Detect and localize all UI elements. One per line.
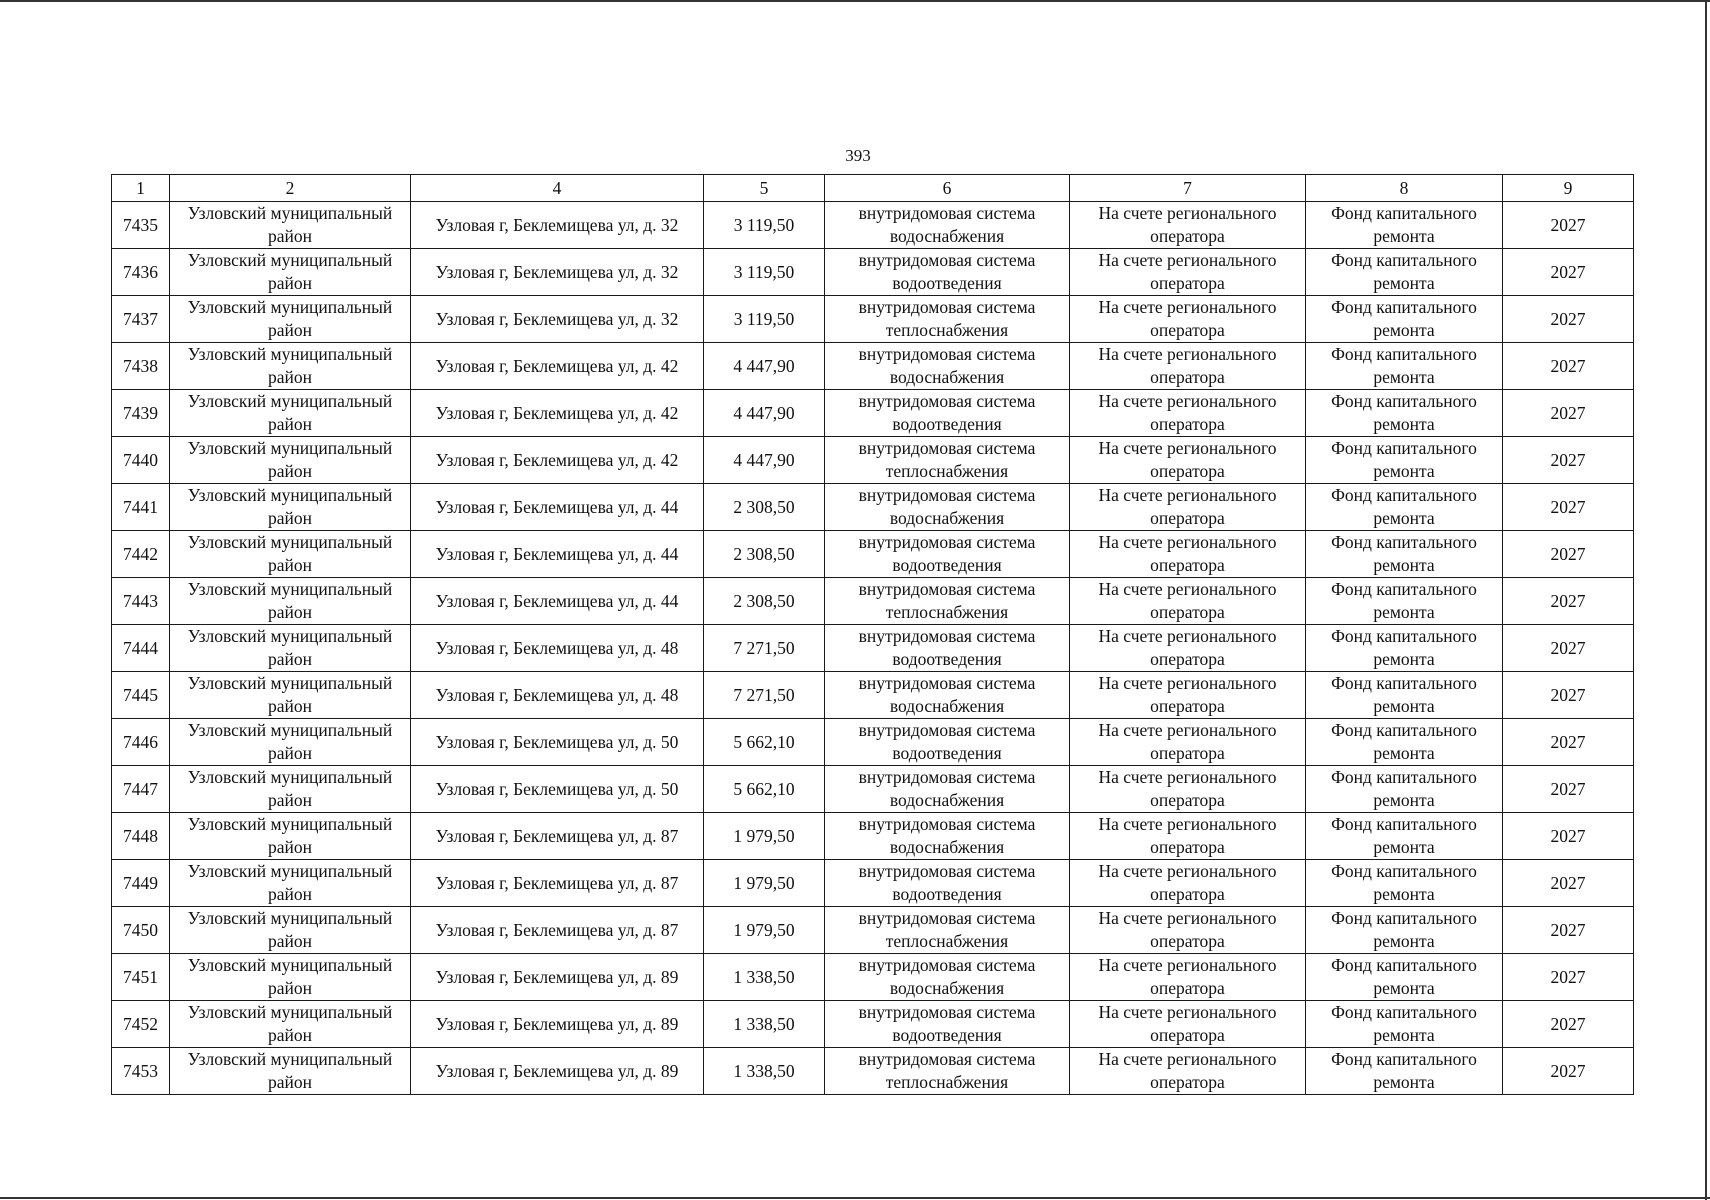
- system-cell: внутридомовая система водоотведения: [825, 531, 1070, 578]
- area-cell: 7 271,50: [704, 625, 825, 672]
- row-number: 7438: [112, 343, 170, 390]
- system-cell: внутридомовая система водоотведения: [825, 625, 1070, 672]
- address-cell: Узловая г, Беклемищева ул, д. 89: [411, 954, 704, 1001]
- area-cell: 3 119,50: [704, 296, 825, 343]
- column-header: 7: [1070, 175, 1306, 202]
- row-number: 7449: [112, 860, 170, 907]
- funding-source-cell: Фонд капитального ремонта: [1306, 484, 1503, 531]
- funding-source-cell: Фонд капитального ремонта: [1306, 766, 1503, 813]
- table-row: [112, 249, 1634, 296]
- year-cell: 2027: [1503, 766, 1634, 813]
- account-cell: На счете регионального оператора: [1070, 954, 1306, 1001]
- year-cell: 2027: [1503, 343, 1634, 390]
- funding-source-cell: Фонд капитального ремонта: [1306, 672, 1503, 719]
- area-cell: 1 338,50: [704, 1001, 825, 1048]
- table-row: [112, 1001, 1634, 1048]
- system-cell: внутридомовая система водоотведения: [825, 719, 1070, 766]
- address-cell: Узловая г, Беклемищева ул, д. 50: [411, 766, 704, 813]
- funding-source-cell: Фонд капитального ремонта: [1306, 1001, 1503, 1048]
- district-cell: Узловский муниципальный район: [170, 202, 411, 249]
- account-cell: На счете регионального оператора: [1070, 249, 1306, 296]
- year-cell: 2027: [1503, 860, 1634, 907]
- table-row: [112, 954, 1634, 1001]
- district-cell: Узловский муниципальный район: [170, 531, 411, 578]
- district-cell: Узловский муниципальный район: [170, 1048, 411, 1095]
- address-cell: Узловая г, Беклемищева ул, д. 42: [411, 437, 704, 484]
- table-row: [112, 813, 1634, 860]
- table-row: [112, 625, 1634, 672]
- account-cell: На счете регионального оператора: [1070, 531, 1306, 578]
- address-cell: Узловая г, Беклемищева ул, д. 32: [411, 249, 704, 296]
- funding-source-cell: Фонд капитального ремонта: [1306, 531, 1503, 578]
- row-number: 7443: [112, 578, 170, 625]
- column-header: 8: [1306, 175, 1503, 202]
- area-cell: 1 979,50: [704, 860, 825, 907]
- area-cell: 4 447,90: [704, 343, 825, 390]
- area-cell: 4 447,90: [704, 437, 825, 484]
- account-cell: На счете регионального оператора: [1070, 343, 1306, 390]
- account-cell: На счете регионального оператора: [1070, 672, 1306, 719]
- row-number: 7448: [112, 813, 170, 860]
- area-cell: 1 338,50: [704, 954, 825, 1001]
- system-cell: внутридомовая система теплоснабжения: [825, 296, 1070, 343]
- year-cell: 2027: [1503, 578, 1634, 625]
- row-number: 7436: [112, 249, 170, 296]
- account-cell: На счете регионального оператора: [1070, 907, 1306, 954]
- address-cell: Узловая г, Беклемищева ул, д. 87: [411, 813, 704, 860]
- account-cell: На счете регионального оператора: [1070, 390, 1306, 437]
- area-cell: 3 119,50: [704, 249, 825, 296]
- district-cell: Узловский муниципальный район: [170, 390, 411, 437]
- system-cell: внутридомовая система водоснабжения: [825, 954, 1070, 1001]
- district-cell: Узловский муниципальный район: [170, 672, 411, 719]
- district-cell: Узловский муниципальный район: [170, 437, 411, 484]
- row-number: 7452: [112, 1001, 170, 1048]
- table-row: [112, 907, 1634, 954]
- row-number: 7442: [112, 531, 170, 578]
- district-cell: Узловский муниципальный район: [170, 1001, 411, 1048]
- account-cell: На счете регионального оператора: [1070, 1048, 1306, 1095]
- district-cell: Узловский муниципальный район: [170, 343, 411, 390]
- table-row: [112, 1048, 1634, 1095]
- row-number: 7447: [112, 766, 170, 813]
- funding-source-cell: Фонд капитального ремонта: [1306, 437, 1503, 484]
- address-cell: Узловая г, Беклемищева ул, д. 42: [411, 390, 704, 437]
- row-number: 7444: [112, 625, 170, 672]
- address-cell: Узловая г, Беклемищева ул, д. 42: [411, 343, 704, 390]
- account-cell: На счете регионального оператора: [1070, 719, 1306, 766]
- address-cell: Узловая г, Беклемищева ул, д. 89: [411, 1001, 704, 1048]
- system-cell: внутридомовая система водоснабжения: [825, 813, 1070, 860]
- address-cell: Узловая г, Беклемищева ул, д. 87: [411, 907, 704, 954]
- address-cell: Узловая г, Беклемищева ул, д. 89: [411, 1048, 704, 1095]
- year-cell: 2027: [1503, 390, 1634, 437]
- register-table: [111, 174, 1634, 1095]
- row-number: 7437: [112, 296, 170, 343]
- year-cell: 2027: [1503, 531, 1634, 578]
- year-cell: 2027: [1503, 1001, 1634, 1048]
- year-cell: 2027: [1503, 719, 1634, 766]
- year-cell: 2027: [1503, 296, 1634, 343]
- row-number: 7441: [112, 484, 170, 531]
- district-cell: Узловский муниципальный район: [170, 719, 411, 766]
- year-cell: 2027: [1503, 202, 1634, 249]
- column-header: 4: [411, 175, 704, 202]
- district-cell: Узловский муниципальный район: [170, 296, 411, 343]
- account-cell: На счете регионального оператора: [1070, 813, 1306, 860]
- area-cell: 2 308,50: [704, 484, 825, 531]
- funding-source-cell: Фонд капитального ремонта: [1306, 202, 1503, 249]
- table-row: [112, 437, 1634, 484]
- row-number: 7446: [112, 719, 170, 766]
- funding-source-cell: Фонд капитального ремонта: [1306, 296, 1503, 343]
- area-cell: 1 338,50: [704, 1048, 825, 1095]
- area-cell: 4 447,90: [704, 390, 825, 437]
- account-cell: На счете регионального оператора: [1070, 625, 1306, 672]
- address-cell: Узловая г, Беклемищева ул, д. 32: [411, 202, 704, 249]
- year-cell: 2027: [1503, 907, 1634, 954]
- table-row: [112, 390, 1634, 437]
- system-cell: внутридомовая система водоотведения: [825, 390, 1070, 437]
- table-row: [112, 296, 1634, 343]
- year-cell: 2027: [1503, 1048, 1634, 1095]
- year-cell: 2027: [1503, 249, 1634, 296]
- column-header: 1: [112, 175, 170, 202]
- funding-source-cell: Фонд капитального ремонта: [1306, 625, 1503, 672]
- table-row: [112, 202, 1634, 249]
- funding-source-cell: Фонд капитального ремонта: [1306, 578, 1503, 625]
- address-cell: Узловая г, Беклемищева ул, д. 48: [411, 625, 704, 672]
- account-cell: На счете регионального оператора: [1070, 437, 1306, 484]
- column-header: 5: [704, 175, 825, 202]
- row-number: 7435: [112, 202, 170, 249]
- system-cell: внутридомовая система водоотведения: [825, 1001, 1070, 1048]
- system-cell: внутридомовая система теплоснабжения: [825, 1048, 1070, 1095]
- area-cell: 2 308,50: [704, 531, 825, 578]
- system-cell: внутридомовая система водоснабжения: [825, 484, 1070, 531]
- row-number: 7440: [112, 437, 170, 484]
- funding-source-cell: Фонд капитального ремонта: [1306, 860, 1503, 907]
- account-cell: На счете регионального оператора: [1070, 296, 1306, 343]
- table-row: [112, 578, 1634, 625]
- page-number: 393: [845, 146, 871, 165]
- table-row: [112, 860, 1634, 907]
- system-cell: внутридомовая система водоотведения: [825, 860, 1070, 907]
- row-number: 7451: [112, 954, 170, 1001]
- account-cell: На счете регионального оператора: [1070, 860, 1306, 907]
- funding-source-cell: Фонд капитального ремонта: [1306, 390, 1503, 437]
- funding-source-cell: Фонд капитального ремонта: [1306, 907, 1503, 954]
- district-cell: Узловский муниципальный район: [170, 484, 411, 531]
- system-cell: внутридомовая система теплоснабжения: [825, 578, 1070, 625]
- district-cell: Узловский муниципальный район: [170, 813, 411, 860]
- system-cell: внутридомовая система водоснабжения: [825, 672, 1070, 719]
- district-cell: Узловский муниципальный район: [170, 766, 411, 813]
- row-number: 7445: [112, 672, 170, 719]
- area-cell: 2 308,50: [704, 578, 825, 625]
- district-cell: Узловский муниципальный район: [170, 907, 411, 954]
- funding-source-cell: Фонд капитального ремонта: [1306, 249, 1503, 296]
- table-row: [112, 766, 1634, 813]
- address-cell: Узловая г, Беклемищева ул, д. 50: [411, 719, 704, 766]
- account-cell: На счете регионального оператора: [1070, 578, 1306, 625]
- area-cell: 5 662,10: [704, 719, 825, 766]
- page-border-right: [1705, 0, 1707, 1200]
- district-cell: Узловский муниципальный район: [170, 578, 411, 625]
- year-cell: 2027: [1503, 813, 1634, 860]
- area-cell: 1 979,50: [704, 813, 825, 860]
- area-cell: 1 979,50: [704, 907, 825, 954]
- district-cell: Узловский муниципальный район: [170, 954, 411, 1001]
- address-cell: Узловая г, Беклемищева ул, д. 44: [411, 531, 704, 578]
- area-cell: 3 119,50: [704, 202, 825, 249]
- district-cell: Узловский муниципальный район: [170, 249, 411, 296]
- page-border-bottom: [0, 1197, 1710, 1199]
- header-row: [112, 175, 1634, 202]
- column-header: 9: [1503, 175, 1634, 202]
- funding-source-cell: Фонд капитального ремонта: [1306, 813, 1503, 860]
- system-cell: внутридомовая система водоотведения: [825, 249, 1070, 296]
- row-number: 7439: [112, 390, 170, 437]
- page-border-top: [0, 0, 1710, 2]
- account-cell: На счете регионального оператора: [1070, 202, 1306, 249]
- table-row: [112, 719, 1634, 766]
- table-row: [112, 531, 1634, 578]
- year-cell: 2027: [1503, 954, 1634, 1001]
- year-cell: 2027: [1503, 672, 1634, 719]
- column-header: 6: [825, 175, 1070, 202]
- funding-source-cell: Фонд капитального ремонта: [1306, 343, 1503, 390]
- area-cell: 7 271,50: [704, 672, 825, 719]
- system-cell: внутридомовая система теплоснабжения: [825, 437, 1070, 484]
- funding-source-cell: Фонд капитального ремонта: [1306, 719, 1503, 766]
- system-cell: внутридомовая система водоснабжения: [825, 343, 1070, 390]
- account-cell: На счете регионального оператора: [1070, 1001, 1306, 1048]
- table-row: [112, 343, 1634, 390]
- system-cell: внутридомовая система водоснабжения: [825, 766, 1070, 813]
- address-cell: Узловая г, Беклемищева ул, д. 32: [411, 296, 704, 343]
- year-cell: 2027: [1503, 625, 1634, 672]
- address-cell: Узловая г, Беклемищева ул, д. 44: [411, 484, 704, 531]
- area-cell: 5 662,10: [704, 766, 825, 813]
- funding-source-cell: Фонд капитального ремонта: [1306, 1048, 1503, 1095]
- address-cell: Узловая г, Беклемищева ул, д. 87: [411, 860, 704, 907]
- year-cell: 2027: [1503, 484, 1634, 531]
- district-cell: Узловский муниципальный район: [170, 625, 411, 672]
- district-cell: Узловский муниципальный район: [170, 860, 411, 907]
- account-cell: На счете регионального оператора: [1070, 766, 1306, 813]
- row-number: 7450: [112, 907, 170, 954]
- table-body: [112, 202, 1634, 1095]
- address-cell: Узловая г, Беклемищева ул, д. 44: [411, 578, 704, 625]
- year-cell: 2027: [1503, 437, 1634, 484]
- address-cell: Узловая г, Беклемищева ул, д. 48: [411, 672, 704, 719]
- funding-source-cell: Фонд капитального ремонта: [1306, 954, 1503, 1001]
- account-cell: На счете регионального оператора: [1070, 484, 1306, 531]
- table-row: [112, 484, 1634, 531]
- system-cell: внутридомовая система водоснабжения: [825, 202, 1070, 249]
- system-cell: внутридомовая система теплоснабжения: [825, 907, 1070, 954]
- column-header: 2: [170, 175, 411, 202]
- row-number: 7453: [112, 1048, 170, 1095]
- table-row: [112, 672, 1634, 719]
